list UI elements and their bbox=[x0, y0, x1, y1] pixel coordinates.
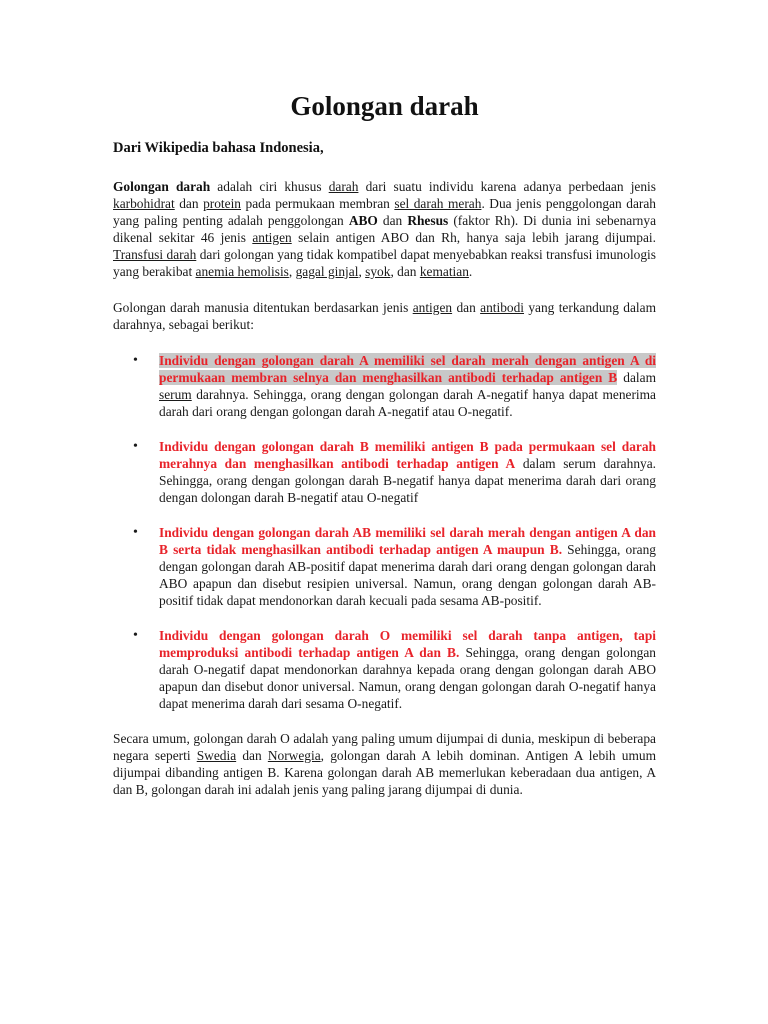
emphasis-text: Individu dengan golongan darah AB memiliki sel darah merah dengan antigen A dan B serta tidak menghasilkan antibodi terhadap antigen A maupun B. bbox=[159, 525, 656, 557]
link-antigen-2[interactable]: antigen bbox=[412, 300, 453, 315]
link-norwegia[interactable]: Norwegia bbox=[267, 748, 321, 763]
highlighted-text: Individu dengan golongan darah A memiliki sel darah merah dengan antigen A di permukaan membran selnya dan menghasilkan antibodi terhadap antigen B bbox=[159, 353, 656, 385]
term-rhesus: Rhesus bbox=[407, 213, 449, 228]
link-antigen[interactable]: antigen bbox=[252, 230, 292, 245]
page-title: Golongan darah bbox=[290, 91, 479, 121]
link-protein[interactable]: protein bbox=[203, 196, 242, 211]
bullet-icon: • bbox=[133, 353, 138, 368]
link-kematian[interactable]: kematian bbox=[419, 264, 469, 279]
emphasis-text: Individu dengan golongan darah O memiliki sel darah tanpa antigen, tapi memproduksi antibodi terhadap antigen A dan B. bbox=[159, 628, 656, 660]
prevalence-paragraph: Secara umum, golongan darah O adalah yang paling umum dijumpai di dunia, meskipun di beberapa negara seperti Swedia dan Norwegia, golongan darah A lebih dominan. Antigen A lebih umum dijumpai dibanding antigen B. Karena golongan darah AB memerlukan keberadaan dua antigen, A dan B, golongan darah ini adalah jenis yang paling jarang dijumpai di dunia. bbox=[113, 731, 656, 797]
link-karbohidrat[interactable]: karbohidrat bbox=[113, 196, 175, 211]
link-antibodi[interactable]: antibodi bbox=[480, 300, 525, 315]
intro-paragraph: Golongan darah adalah ciri khusus darah dari suatu individu karena adanya perbedaan jenis karbohidrat dan protein pada permukaan membran sel darah merah. Dua jenis penggolongan darah yang paling penting adalah penggolongan ABO dan Rhesus (faktor Rh). Di dunia ini sebenarnya dikenal sekitar 46 jenis antigen selain antigen ABO dan Rh, hanya saja lebih jarang dijumpai. Transfusi darah dari golongan yang tidak kompatibel dapat menyebabkan reaksi transfusi imunologis yang berakibat anemia hemolisis, gagal ginjal, syok, dan kematian. bbox=[113, 179, 657, 279]
list-item-type-o: • Individu dengan golongan darah O memiliki sel darah tanpa antigen, tapi memproduksi antibodi terhadap antigen A dan B. Sehingga, orang dengan golongan darah O-negatif dapat mendonorkan darahnya kepada orang dengan golongan darah ABO apapun dan disebut donor universal. Namun, orang dengan golongan darah O-negatif hanya dapat menerima darah dari sesama O-negatif. bbox=[133, 628, 656, 711]
link-transfusi-darah[interactable]: Transfusi darah bbox=[113, 247, 197, 262]
bullet-icon: • bbox=[133, 525, 138, 540]
link-anemia-hemolisis[interactable]: anemia hemolisis bbox=[195, 264, 289, 279]
determination-paragraph: Golongan darah manusia ditentukan berdasarkan jenis antigen dan antibodi yang terkandung dalam darahnya, sebagai berikut: bbox=[113, 300, 657, 332]
source-subtitle: Dari Wikipedia bahasa Indonesia, bbox=[113, 140, 324, 156]
list-item-type-b: • Individu dengan golongan darah B memiliki antigen B pada permukaan sel darah merahnya dan menghasilkan antibodi terhadap antigen A dalam serum darahnya. Sehingga, orang dengan golongan darah B-negatif hanya dapat menerima darah dari orang dengan dolongan darah B-negatif atau O-negatif bbox=[133, 439, 656, 505]
link-gagal-ginjal[interactable]: gagal ginjal bbox=[295, 264, 359, 279]
bullet-icon: • bbox=[133, 439, 138, 454]
document-page bbox=[113, 88, 656, 817]
emphasis-text: Individu dengan golongan darah B memiliki antigen B pada permukaan sel darah merahnya dan menghasilkan antibodi terhadap antigen A bbox=[159, 439, 656, 471]
bullet-icon: • bbox=[133, 628, 138, 643]
link-sel-darah-merah[interactable]: sel darah merah bbox=[394, 196, 482, 211]
term-golongan-darah: Golongan darah bbox=[113, 179, 211, 194]
link-swedia[interactable]: Swedia bbox=[196, 748, 237, 763]
list-item-type-ab: • Individu dengan golongan darah AB memiliki sel darah merah dengan antigen A dan B serta tidak menghasilkan antibodi terhadap antigen A maupun B. Sehingga, orang dengan golongan darah AB-positif dapat menerima darah dari orang dengan golongan darah ABO apapun dan disebut resipien universal. Namun, orang dengan golongan darah AB-positif tidak dapat mendonorkan darah kecuali pada sesama AB-positif. bbox=[133, 525, 656, 608]
blood-type-list bbox=[113, 352, 656, 712]
link-serum[interactable]: serum bbox=[159, 387, 192, 402]
term-abo: ABO bbox=[348, 213, 378, 228]
link-syok[interactable]: syok bbox=[365, 264, 391, 279]
link-darah[interactable]: darah bbox=[328, 179, 359, 194]
list-item-type-a: • Individu dengan golongan darah A memiliki sel darah merah dengan antigen A di permukaan membran selnya dan menghasilkan antibodi terhadap antigen B dalam serum darahnya. Sehingga, orang dengan golongan darah A-negatif hanya dapat menerima darah dari orang dengan golongan darah A-negatif atau O-negatif. bbox=[133, 353, 656, 419]
